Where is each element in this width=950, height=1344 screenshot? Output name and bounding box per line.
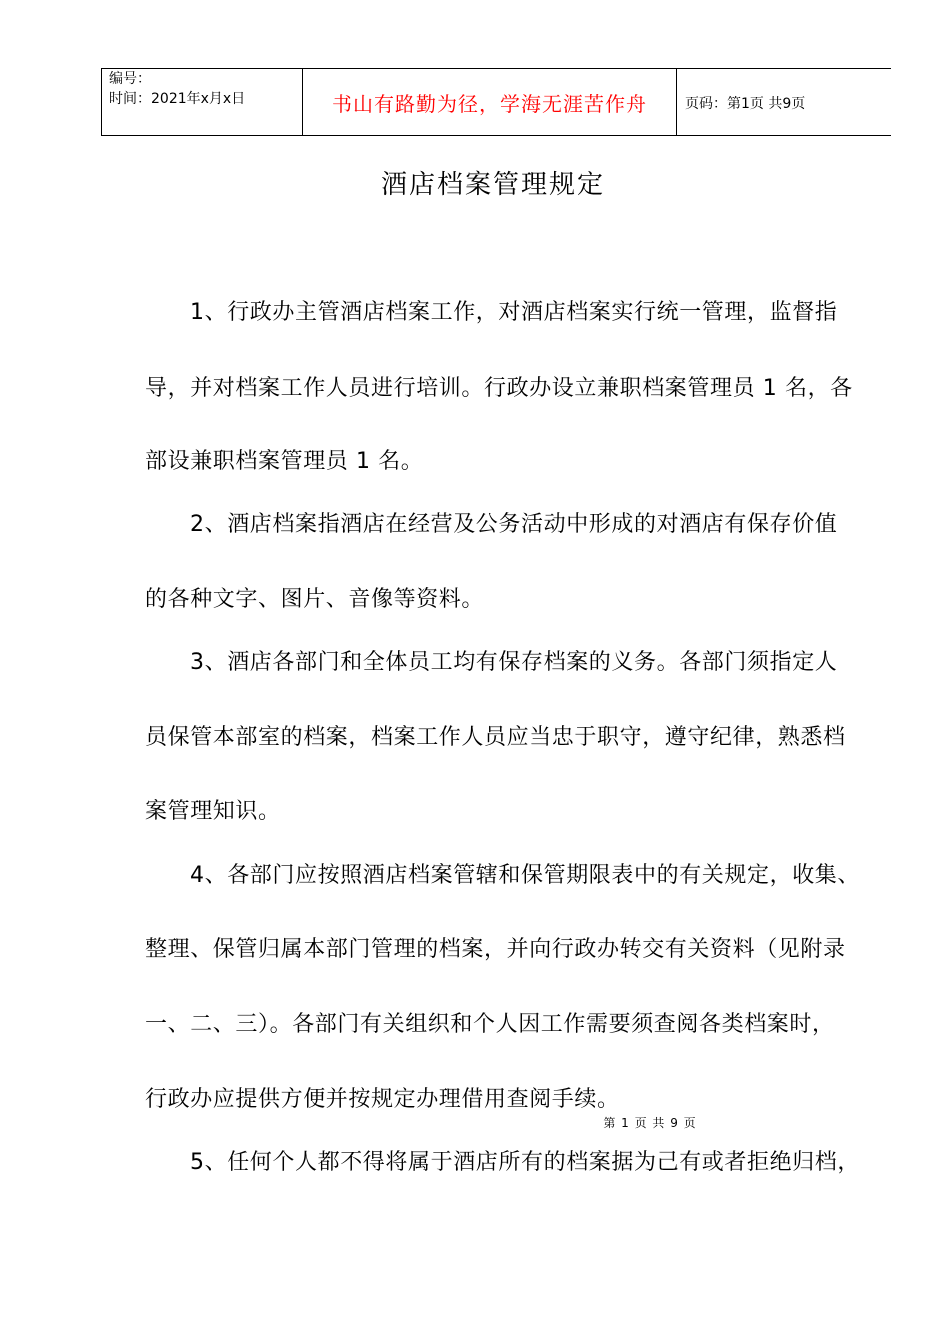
paragraph-line: 2、酒店档案指酒店在经营及公务活动中形成的对酒店有保存价值 [190, 512, 838, 537]
page-footer-number: 第 1 页 共 9 页 [603, 1116, 697, 1130]
paragraph-line: 一、二、三）。各部门有关组织和个人因工作需要须查阅各类档案时， [145, 1012, 835, 1037]
header-cell-page [676, 69, 891, 135]
paragraph-line: 3、酒店各部门和全体员工均有保存档案的义务。各部门须指定人 [190, 650, 838, 675]
paragraph-line: 的各种文字、图片、音像等资料。 [145, 587, 485, 612]
document-title: 酒店档案管理规定 [381, 170, 606, 200]
paragraph-line: 整理、保管归属本部门管理的档案，并向行政办转交有关资料（见附录 [145, 937, 846, 962]
header-cell-motto [302, 69, 676, 135]
paragraph-line: 导，并对档案工作人员进行培训。行政办设立兼职档案管理员 1 名，各 [145, 376, 853, 401]
header-table [101, 68, 891, 136]
header-page-info: 页码：第1页 共9页 [685, 96, 806, 112]
paragraph-line: 行政办应提供方便并按规定办理借用查阅手续。 [145, 1087, 620, 1112]
paragraph-line: 员保管本部室的档案，档案工作人员应当忠于职守，遵守纪律，熟悉档 [145, 725, 846, 750]
document-time-label: 时间：2021年x月x日 [109, 91, 246, 107]
paragraph-line: 5、任何个人都不得将属于酒店所有的档案据为己有或者拒绝归档， [190, 1150, 860, 1175]
document-number-label: 编号： [109, 71, 151, 87]
paragraph-line: 4、各部门应按照酒店档案管辖和保管期限表中的有关规定，收集、 [190, 863, 860, 888]
paragraph-line: 1、行政办主管酒店档案工作，对酒店档案实行统一管理，监督指 [190, 300, 838, 325]
paragraph-line: 案管理知识。 [145, 799, 281, 824]
motto-text: 书山有路勤为径，学海无涯苦作舟 [332, 92, 647, 116]
header-cell-meta [102, 69, 302, 135]
paragraph-line: 部设兼职档案管理员 1 名。 [145, 449, 424, 474]
